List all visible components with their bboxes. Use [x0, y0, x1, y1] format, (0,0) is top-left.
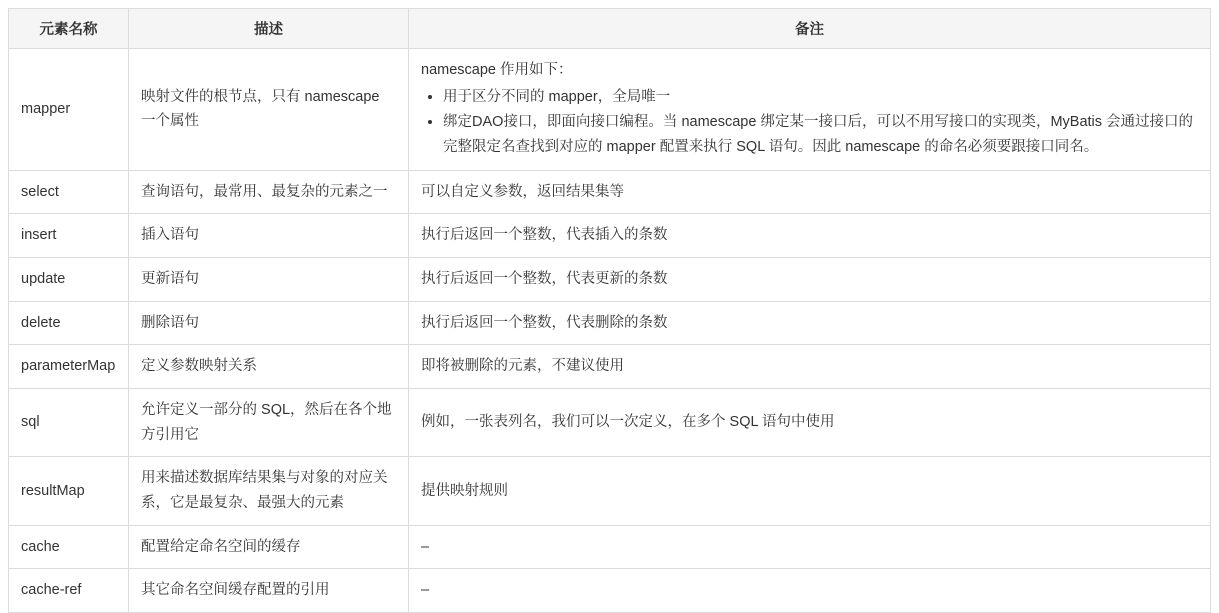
- cell-element-name: cache-ref: [9, 569, 129, 613]
- table-header: [9, 9, 1211, 49]
- cell-description: 定义参数映射关系: [129, 345, 409, 389]
- cell-note: 即将被删除的元素，不建议使用: [409, 345, 1211, 389]
- table-row: [9, 49, 1211, 171]
- table-body: [9, 49, 1211, 613]
- cell-description: 允许定义一部分的 SQL，然后在各个地方引用它: [129, 388, 409, 456]
- cell-description: 映射文件的根节点，只有 namescape 一个属性: [129, 49, 409, 171]
- cell-element-name: parameterMap: [9, 345, 129, 389]
- cell-description: 配置给定命名空间的缓存: [129, 525, 409, 569]
- cell-note: 例如，一张表列名，我们可以一次定义，在多个 SQL 语句中使用: [409, 388, 1211, 456]
- cell-element-name: update: [9, 258, 129, 302]
- cell-description: 查询语句，最常用、最复杂的元素之一: [129, 170, 409, 214]
- table-row: [9, 170, 1211, 214]
- cell-description: 更新语句: [129, 258, 409, 302]
- table-row: [9, 457, 1211, 525]
- table-row: [9, 525, 1211, 569]
- cell-element-name: cache: [9, 525, 129, 569]
- table-row: [9, 388, 1211, 456]
- cell-element-name: select: [9, 170, 129, 214]
- table-header-row: [9, 9, 1211, 49]
- note-list-item: • 绑定DAO接口，即面向接口编程。当 namescape 绑定某一接口后，可以不用写接口的实现类，MyBatis 会通过接口的完整限定名查找到对应的 mapper 配置来执行 SQL 语句。因此 namescape 的命名必须要跟接口同名。: [443, 110, 1198, 161]
- cell-note: –: [409, 569, 1211, 613]
- column-header-description: 描述: [129, 9, 409, 49]
- note-list: [421, 85, 1198, 161]
- table-row: [9, 214, 1211, 258]
- cell-note: 提供映射规则: [409, 457, 1211, 525]
- cell-note: –: [409, 525, 1211, 569]
- mybatis-elements-table: [8, 8, 1211, 613]
- cell-description: 删除语句: [129, 301, 409, 345]
- cell-description: 用来描述数据库结果集与对象的对应关系，它是最复杂、最强大的元素: [129, 457, 409, 525]
- cell-note: 执行后返回一个整数，代表插入的条数: [409, 214, 1211, 258]
- table-row: [9, 301, 1211, 345]
- cell-description: 其它命名空间缓存配置的引用: [129, 569, 409, 613]
- cell-note: 执行后返回一个整数，代表删除的条数: [409, 301, 1211, 345]
- column-header-name: 元素名称: [9, 9, 129, 49]
- table-row: [9, 569, 1211, 613]
- cell-element-name: delete: [9, 301, 129, 345]
- table-row: [9, 258, 1211, 302]
- cell-element-name: resultMap: [9, 457, 129, 525]
- column-header-note: 备注: [409, 9, 1211, 49]
- note-intro: namescape 作用如下：: [421, 62, 573, 78]
- cell-note: [409, 49, 1211, 171]
- note-list-item: • 用于区分不同的 mapper，全局唯一: [443, 85, 1198, 110]
- table-row: [9, 345, 1211, 389]
- cell-note: 执行后返回一个整数，代表更新的条数: [409, 258, 1211, 302]
- cell-element-name: insert: [9, 214, 129, 258]
- cell-description: 插入语句: [129, 214, 409, 258]
- cell-element-name: mapper: [9, 49, 129, 171]
- cell-element-name: sql: [9, 388, 129, 456]
- cell-note: 可以自定义参数，返回结果集等: [409, 170, 1211, 214]
